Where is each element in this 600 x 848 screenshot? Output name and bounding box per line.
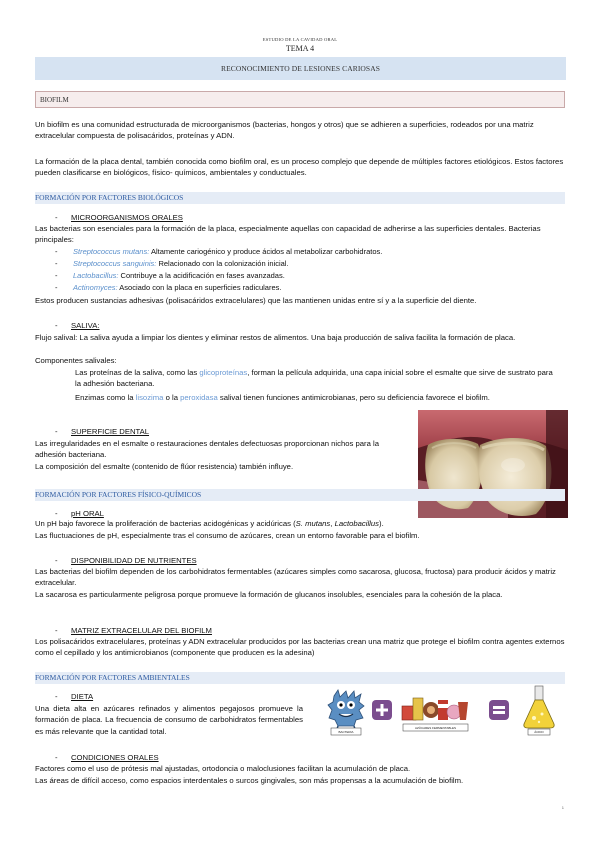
list-item: - Streptococcus mutans: Altamente cariogénico y produce ácidos al metabolizar carbohidratos. [55, 247, 383, 256]
plus-sign-icon [372, 700, 392, 720]
ph-text-1: Un pH bajo favorece la proliferación de bacterias acidogénicas y acidúricas (S. mutans, Lactobacillus). [35, 519, 384, 528]
saliva-proteins-text: Las proteínas de la saliva, como las glicoproteínas, forman la película adquirida, una capa inicial sobre el esmalte que sirve de sustrato para la adhesión bacteriana. [75, 368, 553, 389]
section-title-biological: FORMACIÓN POR FACTORES BIOLÓGICOS [35, 192, 565, 204]
subheading-matrix: - MATRIZ EXTRACELULAR DEL BIOFILM [55, 626, 212, 635]
subheading-diet: - DIETA [55, 692, 94, 701]
list-item: - Actinomyces: Asociado con la placa en superficies radiculares. [55, 283, 282, 292]
nutrients-text-1: Las bacterias del biofilm dependen de los carbohidratos fermentables (azúcares simples como sacarosa, glucosa, fructosa) para producir ácidos y matriz extracelular. [35, 567, 556, 588]
surface-text-2: La composición del esmalte (contenido de flúor resistencia) también influye. [35, 462, 294, 471]
intro-paragraph-1: Un biofilm es una comunidad estructurada de microorganismos (bacterias, hongos y otros) que se adhieren a superficies, rodeados por una matriz extracelular compuesta de polisacáridos, proteínas y ADN. [35, 120, 534, 141]
subheading-nutrients: - DISPONIBILIDAD DE NUTRIENTES [55, 556, 197, 565]
intro-paragraph-2: La formación de la placa dental, también conocida como biofilm oral, es un proceso complejo que depende de múltiples factores etiológicos. Estos factores pueden clasificarse en biológicos, físico- químicos, ambientales y conductuales. [35, 157, 564, 178]
saliva-enzymes-text: Enzimas como la lisozima o la peroxidasa salival tienen funciones antimicrobianas, pero su deficiencia favorece el biofilm. [75, 393, 490, 402]
equals-sign-icon [489, 700, 509, 720]
acid-flask-illustration [520, 684, 558, 736]
subheading-dental-surface: - SUPERFICIE DENTAL [55, 427, 150, 436]
page-number: 1 [561, 805, 564, 810]
micro-text: Las bacterias son esenciales para la formación de la placa, especialmente aquellas con capacidad de adherirse a las superficies dentales. Bacterias principales: [35, 224, 541, 245]
dental-plaque-photo [418, 410, 568, 518]
ph-text-2: Las fluctuaciones de pH, especialmente tras el consumo de azúcares, crean un entorno favorable para el biofilm. [35, 531, 420, 540]
subheading-microorganisms: - MICROORGANISMOS ORALES [55, 213, 183, 222]
acid-label: ÁCIDO [534, 730, 544, 734]
section-title-physicochemical: FORMACIÓN POR FACTORES FÍSICO-QUÍMICOS [35, 489, 565, 501]
subheading-oral-conditions: - CONDICIONES ORALES [55, 753, 159, 762]
matrix-text: Los polisacáridos extracelulares, proteínas y ADN extracelular producidos por las bacterias crean una matriz que protege el biofilm contra agentes externos como el cepillado y los antimicrobianos (componente que producen es la adesina) [35, 637, 565, 658]
saliva-components-label: Componentes salivales: [35, 356, 117, 365]
micro-after-text: Estos producen sustancias adhesivas (polisacáridos extracelulares) que las mantienen unidas entre sí y a la superficie del diente. [35, 296, 477, 305]
list-item: - Streptococcus sanguinis: Relacionado con la colonización inicial. [55, 259, 289, 268]
page-title: RECONOCIMIENTO DE LESIONES CARIOSAS [35, 57, 566, 80]
bacteria-label: BACTERIA [338, 730, 354, 734]
section-title-environmental: FORMACIÓN POR FACTORES AMBIENTALES [35, 672, 565, 684]
tema-header: TEMA 4 [285, 44, 315, 53]
subheading-saliva: - SALIVA: [55, 321, 100, 330]
surface-text-1: Las irregularidades en el esmalte o restauraciones dentales defectuosas proporcionan nichos para la adhesión bacteriana. [35, 439, 380, 460]
sugars-label: AZÚCARES FERMENTABLES [414, 726, 457, 730]
conditions-text-2: Las áreas de difícil acceso, como espacios interdentales o surcos gingivales, son más propensas a la acumulación de biofilm. [35, 776, 464, 785]
course-header: ESTUDIO DE LA CAVIDAD ORAL [262, 37, 338, 42]
nutrients-text-2: La sacarosa es particularmente peligrosa porque promueve la formación de glucanos insolubles, esenciales para la cohesión de la placa. [35, 590, 503, 599]
list-item: - Lactobacillus: Contribuye a la acidificación en fases avanzadas. [55, 271, 285, 280]
biofilm-heading: BIOFILM [35, 91, 565, 108]
diet-text: Una dieta alta en azúcares refinados y alimentos pegajosos promueve la formación de placa. La frecuencia de consumo de carbohidratos fermentables es más relevante que la cantidad total. [35, 704, 303, 736]
saliva-flow-text: Flujo salival: La saliva ayuda a limpiar los dientes y eliminar restos de alimentos. Una baja producción de saliva facilita la formación de placa. [35, 333, 516, 342]
sugars-illustration [398, 688, 473, 736]
subheading-ph: - pH ORAL [55, 509, 104, 518]
conditions-text-1: Factores como el uso de prótesis mal ajustadas, ortodoncia o maloclusiones facilitan la acumulación de placa. [35, 764, 411, 773]
bacteria-illustration [326, 688, 366, 736]
